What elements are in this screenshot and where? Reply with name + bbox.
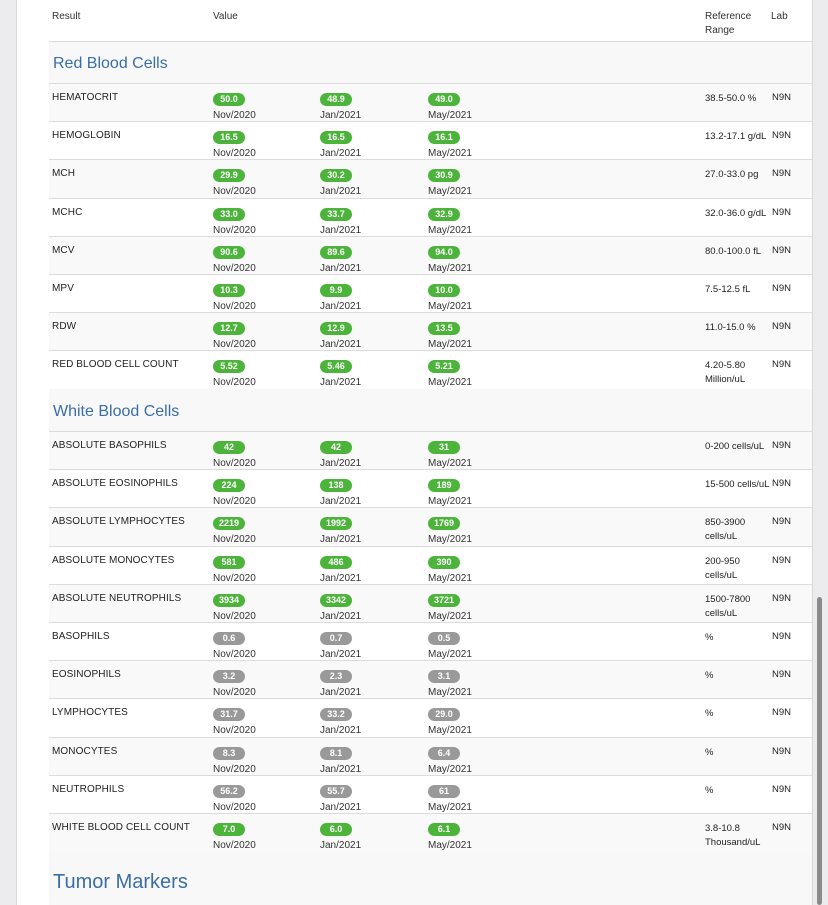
result-value-cell[interactable] — [213, 475, 256, 507]
value-badge[interactable]: 6.1 — [428, 823, 460, 836]
value-badge[interactable]: 12.7 — [213, 322, 245, 335]
result-name: ABSOLUTE NEUTROPHILS — [52, 592, 182, 604]
result-value-cell[interactable] — [428, 743, 472, 775]
lab-code: N9N — [772, 359, 792, 371]
value-badge[interactable]: 56.2 — [213, 785, 245, 798]
result-date: May/2021 — [428, 262, 472, 274]
lab-code: N9N — [772, 92, 792, 103]
result-date: Jan/2021 — [320, 687, 362, 699]
value-badge[interactable]: 33.0 — [213, 208, 245, 221]
reference-range: % — [705, 670, 714, 682]
value-badge[interactable]: 30.2 — [320, 169, 352, 182]
result-value-cell[interactable] — [428, 437, 472, 469]
result-date: Nov/2020 — [213, 110, 256, 121]
value-badge[interactable]: 9.9 — [320, 284, 352, 297]
result-date: May/2021 — [428, 687, 472, 699]
value-badge[interactable]: 0.6 — [213, 632, 245, 645]
value-badge[interactable]: 31 — [428, 441, 460, 454]
result-date: Nov/2020 — [213, 649, 256, 660]
table-row — [49, 312, 812, 351]
result-name: MONOCYTES — [52, 745, 118, 757]
result-date: Nov/2020 — [213, 610, 256, 622]
column-header-result: Result — [52, 11, 81, 22]
column-header-value: Value — [213, 11, 238, 22]
lab-code: N9N — [772, 244, 792, 256]
lab-code: N9N — [772, 592, 792, 604]
result-date: Jan/2021 — [320, 496, 362, 508]
result-value-cell[interactable] — [213, 437, 256, 469]
result-name: HEMOGLOBIN — [52, 130, 121, 142]
result-value-cell[interactable] — [213, 89, 256, 121]
result-value-cell[interactable] — [320, 628, 361, 660]
value-badge[interactable]: 42 — [213, 441, 245, 454]
result-value-cell[interactable] — [320, 704, 361, 736]
result-date: Jan/2021 — [320, 186, 362, 198]
table-header — [17, 0, 812, 42]
section-white-blood-cells — [49, 389, 812, 431]
result-value-cell[interactable] — [213, 513, 256, 545]
lab-code: N9N — [772, 440, 792, 451]
value-badge[interactable]: 5.21 — [428, 360, 460, 373]
value-badge[interactable]: 90.6 — [213, 246, 245, 259]
result-value-cell[interactable] — [213, 666, 256, 698]
result-date: Nov/2020 — [213, 840, 256, 851]
result-date: Jan/2021 — [320, 339, 362, 351]
lab-code: N9N — [772, 206, 792, 218]
result-value-cell[interactable] — [320, 318, 361, 350]
result-value-cell[interactable] — [320, 89, 361, 121]
reference-range: 11.0-15.0 % — [705, 322, 756, 334]
lab-code: N9N — [772, 783, 792, 795]
result-date: Jan/2021 — [320, 725, 362, 737]
section-title: White Blood Cells — [53, 403, 180, 420]
table-row — [49, 469, 812, 508]
value-badge[interactable]: 138 — [320, 479, 352, 492]
value-badge[interactable]: 6.0 — [320, 823, 352, 836]
table-row — [49, 274, 812, 313]
result-value-cell[interactable] — [428, 628, 472, 660]
result-value-cell[interactable] — [320, 356, 361, 388]
result-date: Jan/2021 — [320, 801, 362, 813]
result-value-cell[interactable] — [428, 127, 472, 159]
table-row — [49, 622, 812, 661]
result-value-cell[interactable] — [213, 552, 256, 584]
table-row — [49, 737, 812, 776]
result-date: Nov/2020 — [213, 725, 256, 737]
lab-code: N9N — [772, 631, 792, 642]
value-badge[interactable]: 12.9 — [320, 322, 352, 335]
value-badge[interactable]: 189 — [428, 479, 460, 492]
value-badge[interactable]: 486 — [320, 556, 352, 569]
result-value-cell[interactable] — [428, 318, 472, 350]
result-value-cell[interactable] — [213, 204, 256, 236]
result-date: Jan/2021 — [320, 763, 362, 775]
result-date: May/2021 — [428, 840, 472, 851]
value-badge[interactable]: 29.9 — [213, 169, 245, 182]
result-date: Nov/2020 — [213, 301, 256, 312]
table-row — [49, 159, 812, 198]
reference-range: 32.0-36.0 g/dL — [705, 207, 767, 219]
result-value-cell[interactable] — [320, 204, 361, 236]
result-date: Jan/2021 — [320, 110, 362, 121]
value-badge[interactable]: 2219 — [213, 517, 245, 530]
value-badge[interactable]: 16.1 — [428, 131, 460, 144]
lab-code: N9N — [772, 283, 792, 294]
reference-range: 15-500 cells/uL — [705, 479, 770, 491]
table-row — [49, 584, 812, 623]
result-name: NEUTROPHILS — [52, 783, 125, 795]
result-date: May/2021 — [428, 801, 472, 813]
reference-range: 7.5-12.5 fL — [705, 284, 751, 295]
result-name: ABSOLUTE EOSINOPHILS — [52, 478, 178, 490]
table-row — [49, 698, 812, 737]
lab-code: N9N — [772, 516, 792, 528]
value-badge[interactable]: 48.9 — [320, 93, 352, 106]
result-date: May/2021 — [428, 496, 472, 508]
result-value-cell[interactable] — [213, 318, 256, 350]
value-badge[interactable]: 50.0 — [213, 93, 245, 106]
result-date: Nov/2020 — [213, 377, 256, 389]
value-badge[interactable]: 0.5 — [428, 632, 460, 645]
table-row — [49, 121, 812, 160]
result-date: Jan/2021 — [320, 301, 362, 312]
result-value-cell[interactable] — [428, 165, 472, 197]
reference-range: % — [705, 784, 714, 796]
result-value-cell[interactable] — [213, 628, 256, 660]
result-value-cell[interactable] — [320, 590, 361, 622]
result-date: Jan/2021 — [320, 534, 362, 546]
result-value-cell[interactable] — [428, 242, 472, 274]
result-date: May/2021 — [428, 610, 472, 622]
value-badge[interactable]: 6.4 — [428, 747, 460, 760]
table-row — [49, 660, 812, 699]
table-row — [49, 813, 812, 852]
value-badge[interactable]: 94.0 — [428, 246, 460, 259]
lab-code: N9N — [772, 554, 792, 566]
value-badge[interactable]: 224 — [213, 479, 245, 492]
result-date: Jan/2021 — [320, 610, 362, 622]
result-date: Nov/2020 — [213, 262, 256, 274]
column-header-lab: Lab — [771, 11, 788, 22]
reference-range: 3.8-10.8 Thousand/uL — [705, 823, 761, 848]
reference-range: 0-200 cells/uL — [705, 441, 765, 452]
result-value-cell[interactable] — [213, 280, 256, 312]
value-badge[interactable]: 33.2 — [320, 708, 352, 721]
value-badge[interactable]: 8.3 — [213, 747, 245, 760]
result-value-cell[interactable] — [428, 819, 472, 851]
result-date: May/2021 — [428, 377, 472, 389]
result-name: ABSOLUTE BASOPHILS — [52, 440, 167, 451]
reference-range: % — [705, 632, 714, 643]
result-date: Nov/2020 — [213, 801, 256, 813]
column-header-reference-range: Reference Range — [705, 11, 752, 36]
result-date: May/2021 — [428, 763, 472, 775]
value-badge[interactable]: 32.9 — [428, 208, 460, 221]
value-badge[interactable]: 3.2 — [213, 670, 245, 683]
value-badge[interactable]: 31.7 — [213, 708, 245, 721]
result-value-cell[interactable] — [320, 242, 361, 274]
table-row — [49, 775, 812, 814]
result-name: MCH — [52, 168, 76, 180]
value-badge[interactable]: 16.5 — [320, 131, 352, 144]
reference-range: 850-3900 cells/uL — [705, 517, 746, 543]
result-value-cell[interactable] — [428, 280, 472, 312]
value-badge[interactable]: 10.0 — [428, 284, 460, 297]
result-name: ABSOLUTE MONOCYTES — [52, 554, 175, 566]
result-name: BASOPHILS — [52, 631, 110, 642]
reference-range: 13.2-17.1 g/dL — [705, 131, 767, 143]
value-badge[interactable]: 581 — [213, 556, 245, 569]
result-value-cell[interactable] — [213, 704, 256, 736]
result-date: May/2021 — [428, 458, 472, 469]
result-date: Jan/2021 — [320, 840, 362, 851]
result-value-cell[interactable] — [213, 743, 256, 775]
table-row — [49, 546, 812, 585]
result-name: WHITE BLOOD CELL COUNT — [52, 822, 190, 833]
result-date: Jan/2021 — [320, 262, 362, 274]
result-value-cell[interactable] — [213, 781, 256, 813]
value-badge[interactable]: 61 — [428, 785, 460, 798]
result-date: Jan/2021 — [320, 224, 362, 236]
table-row — [49, 83, 812, 122]
reference-range: 27.0-33.0 pg — [705, 169, 759, 181]
value-badge[interactable]: 55.7 — [320, 785, 352, 798]
value-badge[interactable]: 29.0 — [428, 708, 460, 721]
table-row — [49, 507, 812, 546]
result-date: Jan/2021 — [320, 458, 362, 469]
reference-range: 200-950 cells/uL — [705, 555, 740, 581]
value-badge[interactable]: 3934 — [213, 594, 245, 607]
result-date: May/2021 — [428, 110, 472, 121]
value-badge[interactable]: 5.52 — [213, 360, 245, 373]
reference-range: 80.0-100.0 fL — [705, 245, 761, 257]
value-badge[interactable]: 2.3 — [320, 670, 352, 683]
result-value-cell[interactable] — [428, 781, 472, 813]
table-row — [49, 198, 812, 237]
section-title: Red Blood Cells — [53, 55, 168, 72]
value-badge[interactable]: 49.0 — [428, 93, 460, 106]
result-name: ABSOLUTE LYMPHOCYTES — [52, 516, 185, 528]
value-badge[interactable]: 8.1 — [320, 747, 352, 760]
result-date: May/2021 — [428, 148, 472, 160]
value-badge[interactable]: 16.5 — [213, 131, 245, 144]
result-date: Nov/2020 — [213, 534, 256, 546]
result-date: Jan/2021 — [320, 649, 362, 660]
result-value-cell[interactable] — [320, 666, 361, 698]
lab-code: N9N — [772, 707, 792, 719]
result-value-cell[interactable] — [320, 437, 361, 469]
result-date: May/2021 — [428, 572, 472, 584]
value-badge[interactable]: 3721 — [428, 594, 460, 607]
result-value-cell[interactable] — [213, 819, 256, 851]
result-value-cell[interactable] — [428, 204, 472, 236]
result-date: Nov/2020 — [213, 496, 256, 508]
lab-code: N9N — [772, 168, 792, 180]
result-date: Jan/2021 — [320, 148, 362, 160]
lab-code: N9N — [772, 745, 792, 757]
reference-range: 38.5-50.0 % — [705, 93, 757, 104]
result-date: May/2021 — [428, 339, 472, 351]
result-date: Nov/2020 — [213, 148, 256, 160]
result-value-cell[interactable] — [320, 280, 361, 312]
result-value-cell[interactable] — [213, 165, 256, 197]
result-date: Nov/2020 — [213, 224, 256, 236]
result-name: MPV — [52, 283, 74, 294]
result-name: MCHC — [52, 206, 83, 218]
result-name: MCV — [52, 244, 75, 256]
table-row — [49, 350, 812, 389]
page-scrollbar[interactable] — [817, 597, 822, 905]
result-value-cell[interactable] — [213, 590, 256, 622]
result-name: HEMATOCRIT — [52, 92, 119, 103]
result-value-cell[interactable] — [428, 356, 472, 388]
table-row — [49, 236, 812, 275]
result-value-cell[interactable] — [320, 165, 361, 197]
value-badge[interactable]: 30.9 — [428, 169, 460, 182]
result-value-cell[interactable] — [428, 590, 472, 622]
result-name: RED BLOOD CELL COUNT — [52, 359, 179, 371]
lab-code: N9N — [772, 822, 792, 833]
lab-code: N9N — [772, 130, 792, 142]
result-value-cell[interactable] — [428, 666, 472, 698]
result-date: Nov/2020 — [213, 687, 256, 699]
result-value-cell[interactable] — [320, 781, 361, 813]
result-date: May/2021 — [428, 301, 472, 312]
result-value-cell[interactable] — [320, 513, 361, 545]
value-badge[interactable]: 10.3 — [213, 284, 245, 297]
reference-range: % — [705, 708, 714, 720]
result-value-cell[interactable] — [428, 513, 472, 545]
lab-code: N9N — [772, 478, 792, 490]
value-badge[interactable]: 3342 — [320, 594, 352, 607]
result-value-cell[interactable] — [320, 743, 361, 775]
value-badge[interactable]: 3.1 — [428, 670, 460, 683]
result-value-cell[interactable] — [428, 475, 472, 507]
result-value-cell[interactable] — [213, 356, 256, 388]
reference-range: 4.20-5.80 Million/uL — [705, 360, 746, 386]
result-date: May/2021 — [428, 725, 472, 737]
value-badge[interactable]: 5.46 — [320, 360, 352, 373]
result-date: Nov/2020 — [213, 458, 256, 469]
result-date: Nov/2020 — [213, 572, 256, 584]
result-value-cell[interactable] — [320, 552, 361, 584]
lab-code: N9N — [772, 321, 792, 333]
value-badge[interactable]: 1769 — [428, 517, 460, 530]
result-date: Jan/2021 — [320, 377, 362, 389]
value-badge[interactable]: 89.6 — [320, 246, 352, 259]
value-badge[interactable]: 390 — [428, 556, 460, 569]
result-value-cell[interactable] — [428, 704, 472, 736]
result-date: May/2021 — [428, 186, 472, 198]
result-value-cell[interactable] — [213, 242, 256, 274]
result-value-cell[interactable] — [213, 127, 256, 159]
section-red-blood-cells — [49, 42, 812, 84]
lab-results-card — [16, 0, 813, 905]
result-value-cell[interactable] — [320, 819, 361, 851]
value-badge[interactable]: 0.7 — [320, 632, 352, 645]
section-title: Tumor Markers — [53, 871, 188, 893]
result-date: Nov/2020 — [213, 763, 256, 775]
result-value-cell[interactable] — [428, 89, 472, 121]
lab-code: N9N — [772, 669, 792, 681]
result-date: Nov/2020 — [213, 339, 256, 351]
result-value-cell[interactable] — [428, 552, 472, 584]
result-name: RDW — [52, 321, 77, 333]
result-name: LYMPHOCYTES — [52, 707, 128, 719]
reference-range: % — [705, 746, 714, 758]
value-badge[interactable]: 7.0 — [213, 823, 245, 836]
reference-range: 1500-7800 cells/uL — [705, 593, 751, 619]
result-date: May/2021 — [428, 534, 472, 546]
section-tumor-markers — [49, 851, 812, 905]
result-date: Jan/2021 — [320, 572, 362, 584]
value-badge[interactable]: 33.7 — [320, 208, 352, 221]
table-row — [49, 431, 812, 470]
result-value-cell[interactable] — [320, 475, 361, 507]
result-value-cell[interactable] — [320, 127, 361, 159]
result-name: EOSINOPHILS — [52, 669, 121, 681]
value-badge[interactable]: 1992 — [320, 517, 352, 530]
result-date: May/2021 — [428, 224, 472, 236]
value-badge[interactable]: 42 — [320, 441, 352, 454]
value-badge[interactable]: 13.5 — [428, 322, 460, 335]
result-date: May/2021 — [428, 649, 472, 660]
result-date: Nov/2020 — [213, 186, 256, 198]
